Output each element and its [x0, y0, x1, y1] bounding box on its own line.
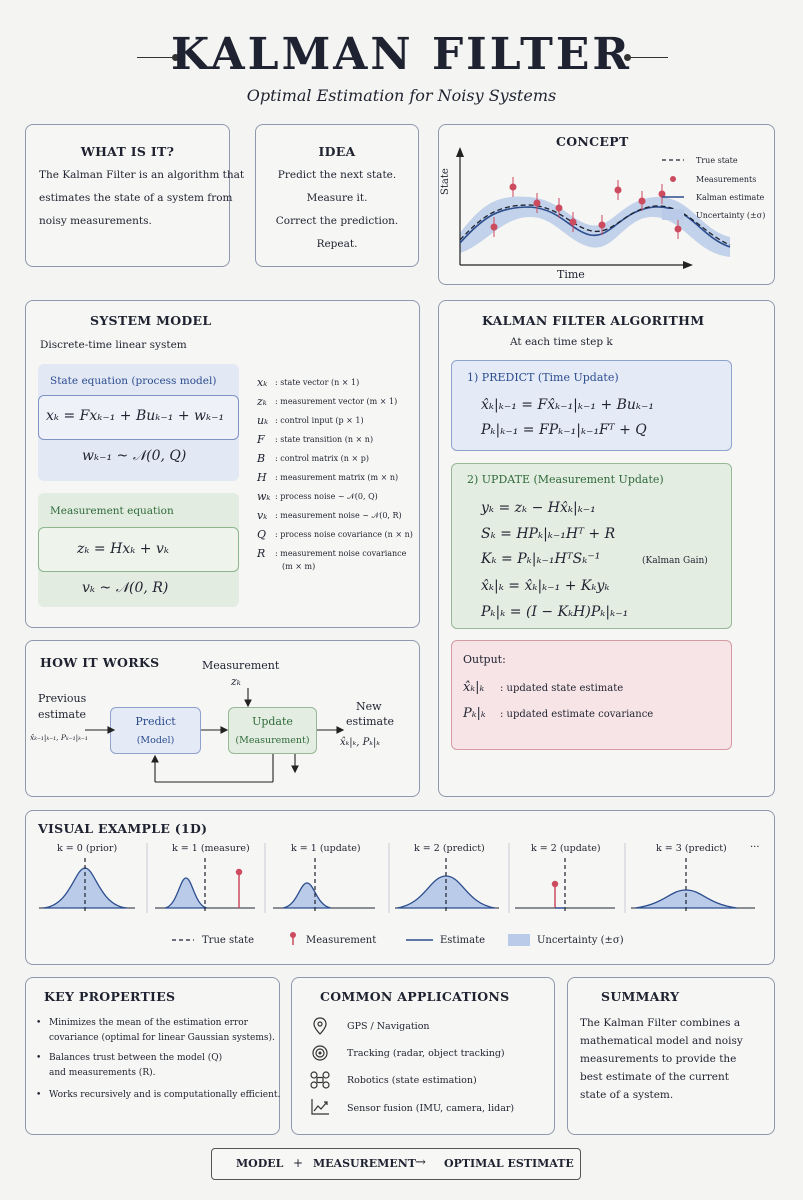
idea-line: Repeat.: [316, 238, 358, 250]
measurement-point: [570, 219, 576, 225]
key-heading: KEY PROPERTIES: [44, 989, 176, 1004]
visual-panel-label: k = 2 (update): [531, 843, 601, 854]
visual-measurement: [237, 870, 242, 875]
concept-legend-band: Uncertainty (±σ): [696, 211, 766, 220]
concept-xlabel: Time: [557, 268, 585, 281]
measurement-point: [491, 224, 497, 230]
var-symbol: zₖ: [257, 395, 267, 408]
what-line: noisy measurements.: [39, 215, 152, 227]
predict-equation: Pₖ|ₖ₋₁ = FPₖ₋₁|ₖ₋₁Fᵀ + Q: [481, 422, 647, 438]
var-symbol: R: [257, 547, 266, 560]
visual-legend-meas: Measurement: [306, 935, 377, 946]
how-prev-2: estimate: [38, 708, 87, 721]
key-item-line: Minimizes the mean of the estimation error: [49, 1018, 248, 1028]
visual-legend-est: Estimate: [440, 935, 486, 946]
var-symbol: vₖ: [257, 509, 268, 522]
algorithm-sub: At each time step k: [510, 336, 613, 348]
var-symbol: H: [257, 471, 267, 484]
update-equation: Kₖ = Pₖ|ₖ₋₁HᵀSₖ⁻¹: [481, 551, 601, 567]
concept-legend-meas: Measurements: [696, 175, 757, 184]
chart-line-icon: [310, 1098, 330, 1116]
var-desc-continued: (m × m): [282, 562, 316, 571]
visual-panel-label: k = 1 (measure): [172, 843, 250, 854]
system-heading: SYSTEM MODEL: [90, 313, 212, 328]
update-block-label: Update: [252, 715, 293, 728]
output-symbol: Pₖ|ₖ: [463, 706, 486, 721]
var-symbol: F: [257, 433, 265, 446]
key-bullet: •: [36, 1053, 42, 1063]
measurement-point: [556, 205, 562, 211]
predict-block-sub: (Model): [136, 735, 175, 746]
legend-meas-swatch: [670, 176, 676, 182]
update-title: 2) UPDATE (Measurement Update): [467, 473, 664, 486]
key-bullet: •: [36, 1090, 42, 1100]
page-subtitle: Optimal Estimation for Noisy Systems: [246, 86, 557, 105]
app-label: Robotics (state estimation): [347, 1075, 477, 1086]
what-heading: WHAT IS IT?: [80, 144, 175, 159]
predict-equation: x̂ₖ|ₖ₋₁ = Fx̂ₖ₋₁|ₖ₋₁ + Buₖ₋₁: [481, 397, 655, 413]
summary-line: measurements to provide the: [580, 1053, 737, 1065]
update-equation: Pₖ|ₖ = (I − KₖH)Pₖ|ₖ₋₁: [481, 604, 629, 620]
app-label: Sensor fusion (IMU, camera, lidar): [347, 1103, 515, 1114]
output-desc: : updated state estimate: [500, 683, 624, 694]
visual-panel-label: k = 1 (update): [291, 843, 361, 854]
var-desc: : state transition (n × n): [275, 435, 374, 444]
concept-ylabel: State: [440, 168, 451, 195]
how-prev-1: Previous: [38, 692, 87, 705]
key-item-line: Balances trust between the model (Q): [49, 1053, 223, 1063]
concept-y-arrow: [456, 147, 464, 157]
what-line: The Kalman Filter is an algorithm that: [39, 169, 245, 181]
predict-block-label: Predict: [135, 715, 176, 728]
map-pin-icon: [311, 1016, 329, 1036]
algorithm-heading: KALMAN FILTER ALGORITHM: [482, 313, 705, 328]
app-label: Tracking (radar, object tracking): [347, 1048, 505, 1059]
measurement-point: [639, 198, 645, 204]
how-arrows: [25, 640, 420, 797]
update-equation: yₖ = zₖ − Hx̂ₖ|ₖ₋₁: [481, 500, 596, 516]
var-symbol: xₖ: [257, 376, 268, 389]
output-desc: : updated estimate covariance: [500, 709, 654, 720]
footer-arrow: →: [415, 1155, 426, 1170]
visual-panel-label: k = 3 (predict): [656, 843, 727, 854]
summary-line: The Kalman Filter combines a: [580, 1017, 741, 1029]
measurement-point: [615, 187, 621, 193]
visual-ellipsis: ···: [750, 842, 760, 853]
var-desc: : process noise covariance (n × n): [275, 530, 413, 539]
footer-optimal: OPTIMAL ESTIMATE: [444, 1157, 574, 1170]
what-line: estimates the state of a system from: [39, 192, 233, 204]
var-symbol: uₖ: [257, 414, 269, 427]
measurement-point: [510, 184, 516, 190]
visual-measurement: [553, 882, 558, 887]
kalman-gain-note: (Kalman Gain): [642, 556, 708, 566]
drone-icon: [309, 1071, 331, 1089]
var-desc: : measurement vector (m × 1): [275, 397, 398, 406]
measurement-point: [675, 226, 681, 232]
var-desc: : measurement noise ~ 𝒩(0, R): [275, 511, 402, 520]
var-desc: : process noise ~ 𝒩(0, Q): [275, 492, 378, 501]
measurement-point: [534, 200, 540, 206]
measurement-point: [659, 191, 665, 197]
visual-panel-label: k = 2 (predict): [414, 843, 485, 854]
idea-line: Predict the next state.: [277, 169, 397, 181]
output-symbol: x̂ₖ|ₖ: [463, 680, 485, 695]
measurement-equation-title: Measurement equation: [50, 505, 174, 517]
state-equation-title: State equation (process model): [50, 375, 217, 387]
legend-band-swatch: [662, 209, 684, 220]
how-new-2: estimate: [346, 715, 395, 728]
update-block-sub: (Measurement): [235, 735, 310, 746]
var-desc: : measurement noise covariance: [275, 549, 407, 558]
measurement-equation: zₖ = Hxₖ + vₖ: [77, 541, 169, 557]
key-item-line: Works recursively and is computationally efficient.: [49, 1090, 281, 1100]
state-equation: xₖ = Fxₖ₋₁ + Buₖ₋₁ + wₖ₋₁: [46, 408, 225, 424]
concept-legend-est: Kalman estimate: [696, 193, 765, 202]
summary-line: mathematical model and noisy: [580, 1035, 743, 1047]
key-item-line: covariance (optimal for linear Gaussian systems).: [49, 1033, 275, 1043]
visual-example-plots: [25, 838, 775, 918]
footer-measurement: MEASUREMENT: [313, 1157, 416, 1170]
concept-x-arrow: [683, 261, 693, 269]
var-symbol: wₖ: [257, 490, 271, 503]
output-title: Output:: [463, 653, 506, 666]
summary-line: best estimate of the current: [580, 1071, 730, 1083]
system-sub: Discrete-time linear system: [40, 339, 187, 351]
how-new-symbol: x̂ₖ|ₖ, Pₖ|ₖ: [340, 737, 381, 748]
page-title: KALMAN FILTER: [171, 29, 632, 80]
how-measurement-label: Measurement: [202, 659, 280, 672]
state-noise: wₖ₋₁ ~ 𝒩(0, Q): [82, 448, 187, 464]
gaussian-update: [283, 883, 331, 908]
predict-title: 1) PREDICT (Time Update): [467, 371, 619, 384]
concept-band: [460, 197, 730, 257]
key-bullet: •: [36, 1018, 42, 1028]
var-desc: : control input (p × 1): [275, 416, 364, 425]
concept-legend-true: True state: [696, 156, 738, 165]
key-item-line: and measurements (R).: [49, 1068, 156, 1078]
concept-heading: CONCEPT: [556, 134, 629, 149]
idea-line: Correct the prediction.: [275, 215, 399, 227]
idea-heading: IDEA: [318, 144, 356, 159]
var-desc: : control matrix (n × p): [275, 454, 369, 463]
measurement-point: [599, 222, 605, 228]
footer-plus: +: [293, 1156, 304, 1170]
target-icon: [311, 1044, 329, 1062]
apps-heading: COMMON APPLICATIONS: [320, 989, 510, 1004]
summary-heading: SUMMARY: [601, 989, 680, 1004]
summary-line: state of a system.: [580, 1089, 674, 1101]
var-desc: : measurement matrix (m × n): [275, 473, 399, 482]
visual-legend-band: Uncertainty (±σ): [537, 935, 624, 946]
how-prev-symbol: x̂ₖ₋₁|ₖ₋₁, Pₖ₋₁|ₖ₋₁: [30, 733, 88, 742]
var-symbol: Q: [257, 528, 267, 541]
var-desc: : state vector (n × 1): [275, 378, 360, 387]
visual-legend-true: True state: [202, 935, 255, 946]
how-heading: HOW IT WORKS: [40, 655, 160, 670]
app-label: GPS / Navigation: [347, 1021, 430, 1032]
measurement-noise: vₖ ~ 𝒩(0, R): [82, 580, 169, 596]
how-zk: zₖ: [231, 675, 241, 688]
how-new-1: New: [356, 700, 382, 713]
var-symbol: B: [257, 452, 266, 465]
visual-heading: VISUAL EXAMPLE (1D): [38, 821, 208, 836]
update-equation: Sₖ = HPₖ|ₖ₋₁Hᵀ + R: [481, 526, 616, 542]
idea-line: Measure it.: [306, 192, 368, 204]
gaussian-predict-3: [635, 890, 737, 908]
update-equation: x̂ₖ|ₖ = x̂ₖ|ₖ₋₁ + Kₖyₖ: [481, 578, 610, 594]
gaussian-measure: [165, 878, 207, 908]
footer-model: MODEL: [236, 1157, 284, 1170]
visual-panel-label: k = 0 (prior): [57, 843, 118, 854]
